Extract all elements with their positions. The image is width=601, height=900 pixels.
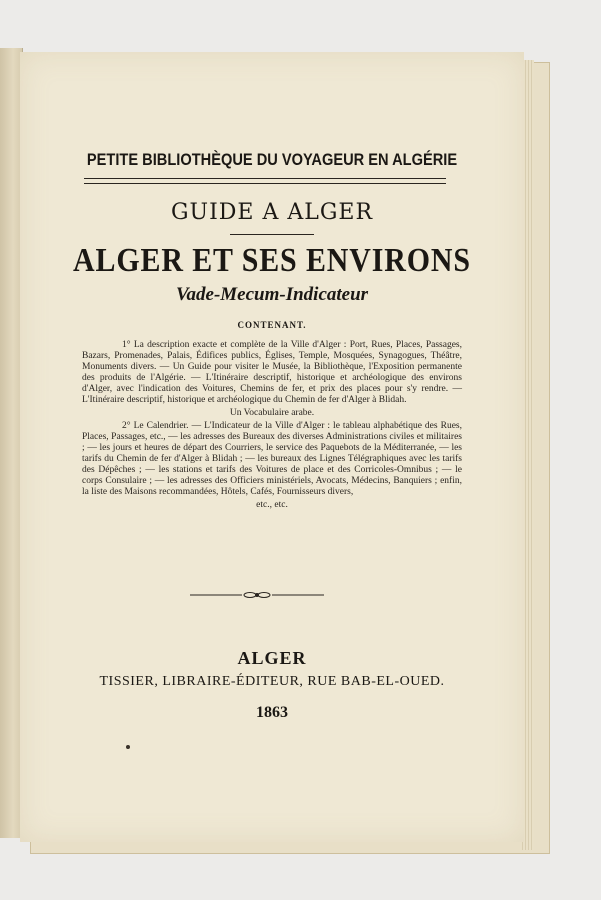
ornament-divider [190,590,324,600]
series-title: PETITE BIBLIOTHÈQUE DU VOYAGEUR EN ALGÉRIE [86,150,458,169]
subtitle: Vade-Mecum-Indicateur [175,284,369,305]
contents-paragraph-1-end: Un Vocabulaire arabe. [229,408,315,418]
main-title: ALGER ET SES ENVIRONS [73,242,471,279]
contents-body [82,340,462,513]
guide-title: GUIDE A ALGER [170,200,374,225]
imprint-city: ALGER [237,648,307,668]
contents-heading: CONTENANT. [237,320,307,330]
contents-paragraph-2: 2° Le Calendrier. — L'Indicateur de la Ville d'Alger : le tableau alphabétique des Rues, Places, Passages, etc., — les adresses des Bureaux des diverses Administrations civiles et militaires ; — les jours et heures de départ des Courriers, le service des Paquebots de la Méditerranée, — les tarifs du Chemin de fer d'Alger à Blidah ; — les bureaux des Lignes Télégraphiques avec les tarifs des Dépêches ; — les stations et tarifs des Voitures de place et des Corricoles-Omnibus ; — le corps Consulaire ; — les adresses des Officiers ministériels, Avocats, Médecins, Banquiers ; enfin, la liste des Maisons recommandées, Hôtels, Cafés, Fournisseurs divers, [82,421,462,497]
contents-paragraph-2-end: etc., etc. [256,500,288,510]
title-page [20,52,524,842]
double-rule [84,178,446,184]
ink-spot [126,745,130,749]
contents-paragraph-1: 1° La description exacte et complète de la Ville d'Alger : Port, Rues, Places, Passages, Bazars, Promenades, Palais, Édifices publics, Églises, Temple, Mosquées, Synagogues, Théâtre, Monuments divers. — Un Guide pour visiter le Musée, la Bibliothèque, l'Exposition permanente des produits de l'Algérie. — L'Itinéraire descriptif, historique et archéologique des environs d'Alger, avec l'indication des Voitures, Chemins de fer, et prix des places pour s'y rendre. — L'Itinéraire descriptif, historique et archéologique du Chemin de fer d'Alger à Blidah. [82,340,462,405]
imprint-year: 1863 [256,704,288,721]
imprint-publisher: TISSIER, LIBRAIRE-ÉDITEUR, RUE BAB-EL-OUED. [99,674,445,689]
short-rule [230,234,314,235]
